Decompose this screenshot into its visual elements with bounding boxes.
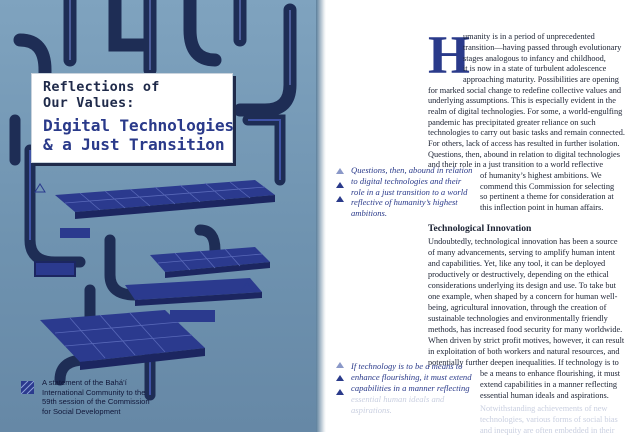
statement-text [42, 378, 312, 416]
faded-line: and inequity are often embedded in their [480, 426, 615, 435]
section-line: in exploitation of both workers and natural resources, and [428, 347, 620, 356]
title-line-2: Our Values: [43, 95, 135, 111]
pull-quote-line: Questions, then, abound in relation [351, 165, 473, 175]
intro-line: underlying assumptions. This is especially evident in the [428, 96, 616, 105]
drop-cap: H [428, 25, 471, 85]
intro-line: and their role in a just transition to a world reflective [428, 160, 604, 169]
section-line: and capabilities. Yet, like any tool, it can be deployed [428, 259, 606, 268]
section-line: When driven by strict profit motives, however, it can result [428, 336, 625, 345]
pull-quote-line: capabilities in a manner reflecting [351, 383, 470, 393]
section-line: one example, when shaped by a concern for human well- [428, 292, 618, 301]
pull-quote-line: ambitions. [351, 208, 388, 218]
section-line: Undoubtedly, technological innovation has been a source [428, 237, 618, 246]
intro-line: this inflection point in human affairs. [480, 203, 604, 212]
cover-page [0, 0, 316, 432]
title-line-3: Digital Technologies [43, 116, 234, 135]
intro-line: Questions, then, abound in relation to digital technologies [428, 150, 620, 159]
pull-quote-line: essential human ideals and [351, 394, 445, 404]
section-line: extend capabilities in a manner reflecting [480, 380, 618, 389]
intro-line: transition—having passed through evolutionary [463, 43, 622, 52]
triangle-outline-icon [336, 168, 344, 174]
section-line: being, agricultural innovation, through the creation of [428, 303, 607, 312]
section-line: be a means to enhance flourishing, it must [480, 369, 621, 378]
faded-line: Notwithstanding achievements of new [480, 404, 608, 413]
intro-line: stages analogous to infancy and childhood, [463, 54, 606, 63]
triangle-icon [336, 196, 344, 202]
triangle-icon [336, 182, 344, 188]
triangle-icon [336, 375, 344, 381]
statement-line: A statement of the Bahá’í [42, 378, 127, 387]
cover-illustration [0, 0, 316, 432]
pull-quote-line: enhance flourishing, it must extend [351, 372, 472, 382]
intro-line: of humanity’s highest ambitions. We [480, 171, 602, 180]
intro-line: it is now in a state of turbulent adolescence [463, 64, 607, 73]
intro-line: for marked social change to redefine collective values and [428, 86, 622, 95]
pull-quote-line: aspirations. [351, 405, 392, 415]
statement-line: International Community to the [42, 387, 146, 397]
pull-quote-line: role in a just transition to a world [351, 187, 468, 197]
intro-line: approaching maturity. Possibilities are opening [463, 75, 619, 84]
faded-line: technologies, various forms of social bias [480, 415, 618, 424]
statement-hatch-icon [21, 381, 34, 394]
triangle-icon [336, 389, 344, 395]
title-line-4: & a Just Transition [43, 135, 225, 154]
pull-quote-line: to digital technologies and their [351, 176, 462, 186]
intro-line: so pertinent a theme for consideration at [480, 192, 614, 201]
section-line: of many advancements, serving to amplify human intent [428, 248, 616, 257]
section-line: potentially further deepen inequalities. If technology is to [428, 358, 619, 367]
pull-quote-line: reflective of humanity’s highest [351, 197, 458, 207]
section-line: essential human ideals and aspirations. [480, 391, 609, 400]
statement-line: for Social Development [42, 406, 121, 416]
page-gutter [316, 0, 326, 432]
intro-line: umanity is in a period of unprecedented [463, 32, 595, 41]
section-line: sustainable technologies and environmentally friendly [428, 314, 608, 323]
intro-line: For others, lack of access has resulted in further isolation. [428, 139, 620, 148]
title-line-1: Reflections of [43, 79, 160, 95]
intro-line: pandemic has precipitated greater reliance on such [428, 118, 596, 127]
section-heading: Technological Innovation [428, 223, 532, 234]
pull-quote-line: If technology is to be a means to [351, 361, 463, 371]
section-line: methods, has increased food security for many worldwide. [428, 325, 623, 334]
intro-line: technologies to carry out basic tasks and remain connected. [428, 128, 625, 137]
triangle-outline-icon [336, 362, 344, 368]
intro-line: realm of digital technologies. For some, a world-engulfing [428, 107, 623, 116]
intro-line: commend this Commission for selecting [480, 182, 615, 191]
section-line: productively or destructively, depending on the ethical [428, 270, 609, 279]
statement-line: 59th session of the Commission [42, 397, 150, 407]
section-line: considerations underlying its design and use. To take but [428, 281, 616, 290]
